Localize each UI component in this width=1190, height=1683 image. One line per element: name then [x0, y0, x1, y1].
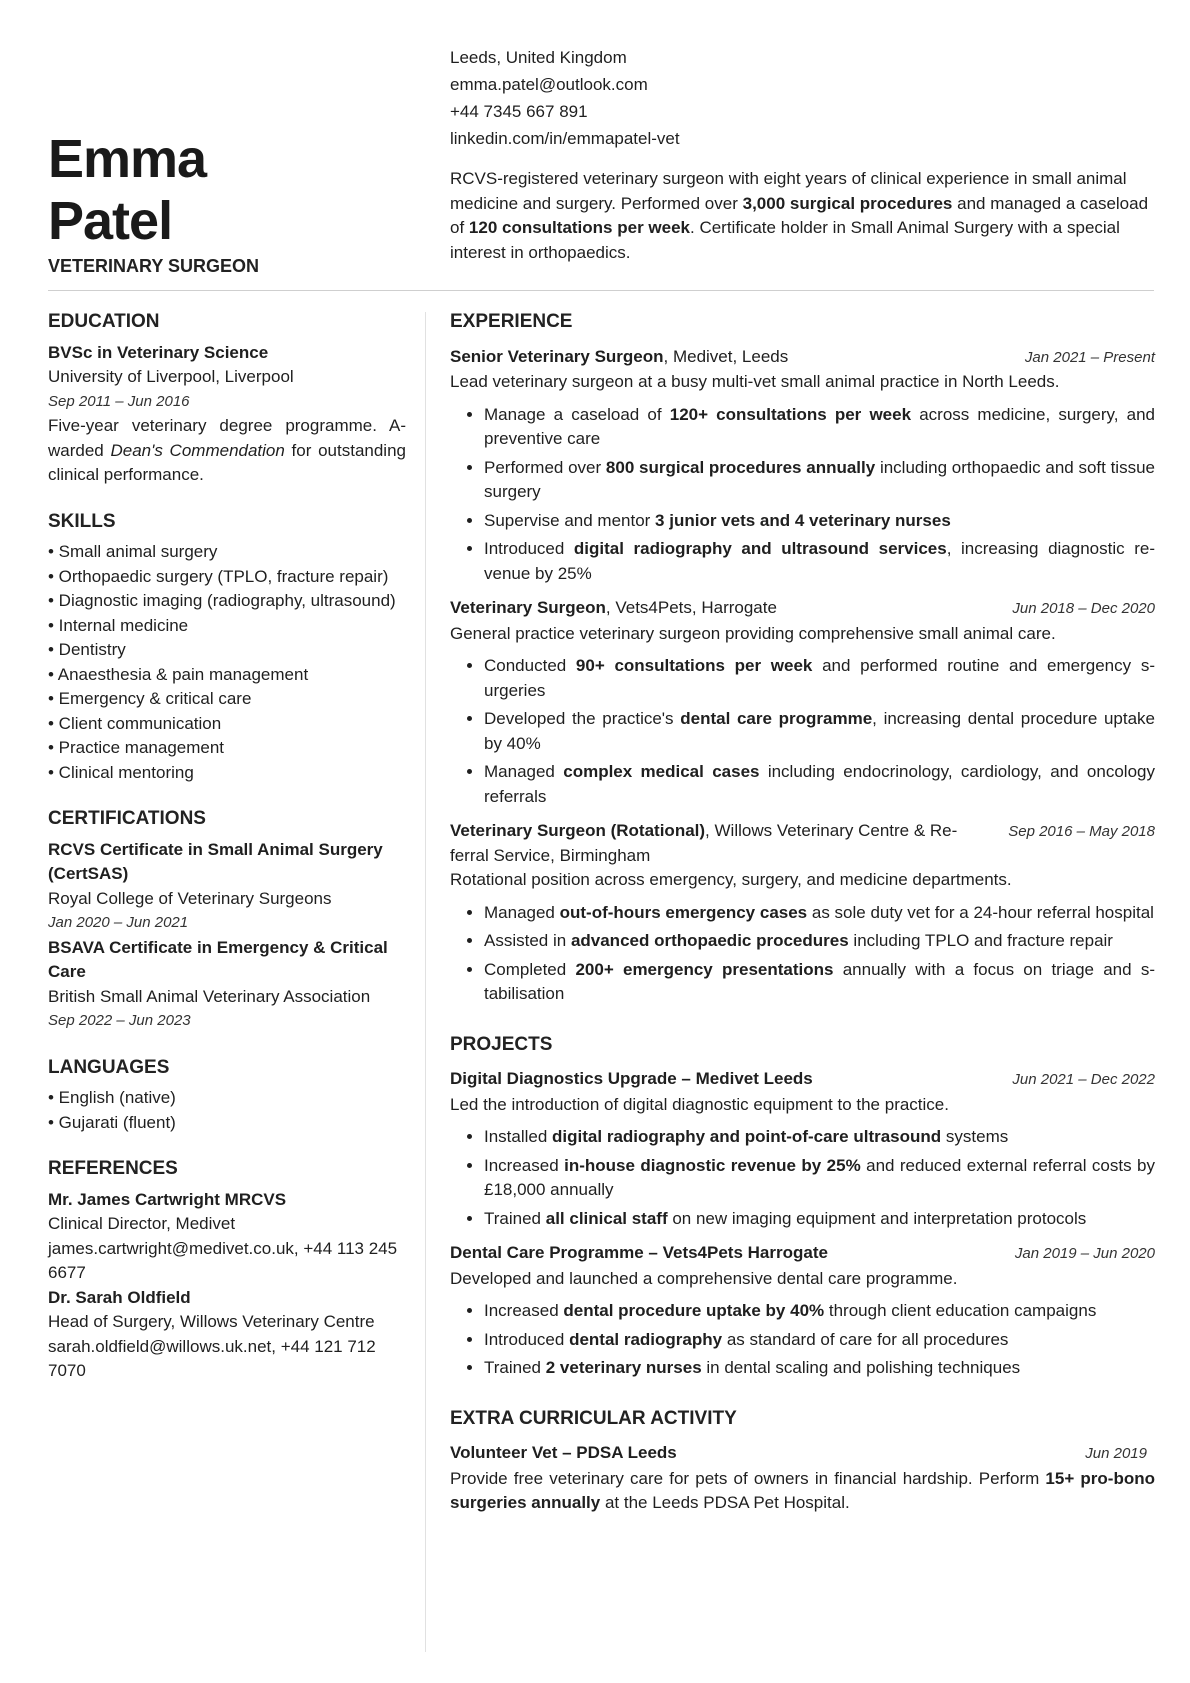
skill-item: • Anaesthesia & pain management	[48, 664, 309, 684]
bullet-highlight: digital radiography and ultrasound services	[573, 539, 947, 558]
first-name: Emma	[48, 129, 207, 189]
bullet-text: Manage a caseload of	[484, 404, 670, 424]
entry-role-line	[450, 819, 990, 868]
section-title: REFERENCES	[48, 1158, 178, 1179]
experience-entry	[450, 596, 1155, 809]
bullet-item	[484, 1328, 1155, 1353]
bullet-highlight: dental radiography	[569, 1329, 723, 1349]
bullet-highlight: in-house diagnostic revenue by 25%	[564, 1155, 861, 1175]
bullet-text: and reduced external referral costs by £18,000 annually	[484, 1155, 1155, 1199]
project-entry	[450, 1241, 1155, 1381]
name-block	[48, 128, 408, 277]
certification-org: British Small Animal Veterinary Association	[48, 986, 371, 1006]
bullet-text: Introduced	[484, 1329, 570, 1349]
section-title: EXTRA CURRICULAR ACTIVITY	[450, 1407, 737, 1429]
bullet-text: Increased	[484, 1155, 565, 1175]
education-section	[48, 310, 406, 488]
job-description: General practice veterinary surgeon providing comprehensive small animal care.	[450, 623, 1056, 643]
language-item: • English (native)	[48, 1088, 176, 1107]
bullet-text: Assisted in	[484, 931, 571, 950]
education-dates: Sep 2011 – Jun 2016	[48, 392, 190, 410]
reference-contact: sarah.oldfield@willows.uk.net, +44 121 712 7070	[48, 1336, 376, 1380]
bullet-text: Increased	[484, 1301, 564, 1320]
job-org: , Medivet, Leeds	[663, 346, 789, 366]
last-name: Patel	[48, 191, 173, 251]
bullet-text: Managed	[484, 902, 560, 922]
bullet-highlight: 3 junior vets and 4 veterinary nurses	[655, 510, 951, 530]
languages-section	[48, 1056, 406, 1136]
summary-text: . Certificate holder in Small Animal Surgery with a special interest in orthopaedics.	[450, 218, 1120, 262]
project-entry	[450, 1067, 1155, 1231]
bullet-text: on new imaging equipment and interpretation protocols	[667, 1208, 1087, 1228]
bullet-item	[484, 456, 1155, 505]
bullet-text: Completed	[484, 959, 576, 979]
bullet-highlight: out-of-hours emergency cases	[559, 902, 808, 922]
skill-item: • Practice management	[48, 738, 225, 757]
summary	[450, 167, 1155, 265]
bullet-highlight: complex medical cases	[563, 762, 760, 781]
job-description: Lead veterinary surgeon at a busy multi-vet small animal practice in North Leeds.	[450, 372, 1060, 391]
bullet-text: annually with a focus on triage and stabilisation	[484, 959, 1155, 1003]
entry-header	[450, 1441, 1155, 1467]
education-desc-text: Five-year veterinary degree programme. Awarded	[48, 416, 406, 460]
experience-entry	[450, 819, 1155, 1007]
job-bullets	[450, 654, 1155, 809]
section-title: CERTIFICATIONS	[48, 808, 206, 829]
project-dates: Jan 2019 – Jun 2020	[1014, 1245, 1155, 1262]
bullet-text: systems	[941, 1127, 1009, 1146]
bullet-text: including endocrinology, cardiology, and oncology referrals	[484, 762, 1155, 806]
header-divider	[48, 290, 1154, 291]
project-bullets	[450, 1125, 1155, 1231]
bullet-item	[484, 509, 1155, 534]
activity-description	[450, 1467, 1155, 1516]
bullet-text: including TPLO and fracture repair	[848, 931, 1113, 950]
bullet-highlight: 90+ consultations per week	[575, 656, 813, 675]
certification-org: Royal College of Veterinary Surgeons	[48, 888, 332, 908]
contact-location: Leeds, United Kingdom	[450, 48, 627, 67]
summary-highlight: 120 consultations per week	[468, 218, 690, 237]
experience-entry	[450, 345, 1155, 587]
bullet-highlight: all clinical staff	[545, 1208, 668, 1228]
education-description	[48, 414, 406, 488]
bullet-item	[484, 1356, 1155, 1381]
summary-text: RCVS-registered veterinary surgeon with eight years of clinical experience in small animal medicine and surgery. Performed over	[450, 169, 1127, 213]
entry-header	[450, 596, 1155, 622]
extracurricular-section	[450, 1407, 1155, 1516]
bullet-highlight: 800 surgical procedures annually	[605, 457, 876, 477]
project-dates: Jun 2021 – Dec 2022	[1012, 1071, 1155, 1088]
skill-item: • Emergency & critical care	[48, 689, 252, 708]
degree: BVSc in Veterinary Science	[48, 342, 269, 362]
experience-section	[450, 310, 1155, 1007]
reference-role: Clinical Director, Medivet	[48, 1214, 236, 1233]
bullet-text: Managed	[484, 762, 564, 781]
bullet-highlight: dental procedure uptake by 40%	[563, 1301, 825, 1320]
left-column	[48, 310, 406, 1406]
job-org: , Willows Veterinary Centre & Referral Service, Birmingham	[450, 821, 958, 865]
summary-highlight: 3,000 surgical procedures	[742, 193, 953, 213]
job-title: VETERINARY SURGEON	[48, 256, 260, 276]
bullet-text: , increasing diagnostic revenue by 25%	[484, 539, 1155, 583]
entry-header	[450, 345, 1155, 371]
contact-linkedin[interactable]: linkedin.com/in/emmapatel-vet	[450, 129, 680, 148]
contact-email[interactable]: emma.patel@outlook.com	[450, 75, 648, 94]
bullet-highlight: dental care programme	[680, 709, 873, 728]
projects-section	[450, 1033, 1155, 1381]
right-column	[450, 310, 1155, 1542]
bullet-text: as standard of care for all procedures	[722, 1329, 1009, 1349]
project-name: Digital Diagnostics Upgrade – Medivet Leeds	[450, 1069, 813, 1088]
entry-role-line	[450, 596, 777, 621]
bullet-item	[484, 760, 1155, 809]
skill-item: • Clinical mentoring	[48, 762, 194, 782]
skill-item: • Small animal surgery	[48, 542, 218, 561]
job-bullets	[450, 901, 1155, 1007]
section-title: LANGUAGES	[48, 1056, 170, 1078]
certification-dates: Jan 2020 – Jun 2021	[48, 914, 189, 931]
bullet-text: Trained	[484, 1208, 546, 1228]
job-dates: Jan 2021 – Present	[1024, 348, 1155, 366]
certification-dates: Sep 2022 – Jun 2023	[48, 1012, 191, 1029]
bullet-text: Performed over	[484, 457, 606, 477]
reference-contact: james.cartwright@medivet.co.uk, +44 113 245 6677	[48, 1238, 398, 1282]
education-honour: Dean's Commendation	[110, 440, 285, 460]
skill-item: • Client communication	[48, 713, 222, 733]
skill-item: • Diagnostic imaging (radiography, ultrasound)	[48, 591, 396, 610]
skill-item: • Dentistry	[48, 640, 126, 659]
activity-name: Volunteer Vet – PDSA Leeds	[450, 1443, 677, 1462]
bullet-item	[484, 901, 1155, 926]
entry-header	[450, 1067, 1155, 1093]
bullet-item	[484, 403, 1155, 452]
bullet-text: in dental scaling and polishing techniques	[701, 1358, 1021, 1377]
school: University of Liverpool, Liverpool	[48, 367, 294, 386]
bullet-text: Installed	[484, 1127, 553, 1146]
certification-name: BSAVA Certificate in Emergency & Critical Care	[48, 937, 388, 981]
section-title: EDUCATION	[48, 311, 160, 332]
certifications-section	[48, 807, 406, 1034]
job-description: Rotational position across emergency, surgery, and medicine departments.	[450, 870, 1012, 889]
references-section	[48, 1157, 406, 1384]
reference-name: Dr. Sarah Oldfield	[48, 1287, 191, 1307]
job-dates: Jun 2018 – Dec 2020	[1012, 600, 1155, 617]
entry-role-line	[450, 345, 788, 370]
bullet-item	[484, 707, 1155, 756]
bullet-text: as sole duty vet for a 24-hour referral hospital	[807, 902, 1154, 922]
bullet-highlight: 2 veterinary nurses	[545, 1358, 702, 1377]
job-role: Veterinary Surgeon	[450, 598, 606, 617]
reference-name: Mr. James Cartwright MRCVS	[48, 1189, 287, 1209]
bullet-text: including orthopaedic and soft tissue surgery	[484, 457, 1155, 501]
project-description: Led the introduction of digital diagnostic equipment to the practice.	[450, 1094, 949, 1114]
entry-header	[450, 1241, 1155, 1267]
bullet-text: through client education campaigns	[824, 1301, 1097, 1320]
job-bullets	[450, 403, 1155, 587]
bullet-highlight: 120+ consultations per week	[669, 404, 912, 424]
bullet-text: across medicine, surgery, and preventive care	[484, 404, 1155, 448]
job-role: Veterinary Surgeon (Rotational)	[450, 821, 706, 840]
project-description: Developed and launched a comprehensive dental care programme.	[450, 1268, 958, 1288]
bullet-text: and performed routine and emergency surgeries	[484, 656, 1155, 700]
bullet-text: Introduced	[484, 539, 574, 558]
job-org: , Vets4Pets, Harrogate	[605, 598, 777, 617]
bullet-item	[484, 1207, 1155, 1232]
bullet-item	[484, 1154, 1155, 1203]
skill-item: • Internal medicine	[48, 615, 189, 635]
language-item: • Gujarati (fluent)	[48, 1112, 176, 1132]
activity-dates: Jun 2019	[1085, 1445, 1147, 1462]
bullet-item	[484, 1125, 1155, 1150]
column-divider	[425, 312, 426, 1652]
job-dates: Sep 2016 – May 2018	[1008, 823, 1155, 840]
activity-text: Provide free veterinary care for pets of owners in financial hardship. Perform	[450, 1468, 1046, 1488]
contact-block	[450, 44, 1150, 152]
bullet-text: , increasing dental procedure uptake by 40%	[484, 709, 1156, 753]
certification-name: RCVS Certificate in Small Animal Surgery (CertSAS)	[48, 839, 383, 883]
job-role: Senior Veterinary Surgeon	[450, 346, 664, 366]
bullet-item	[484, 1299, 1155, 1324]
bullet-item	[484, 958, 1155, 1007]
section-title: EXPERIENCE	[450, 311, 573, 332]
bullet-text: Developed the practice's	[484, 709, 681, 728]
contact-phone[interactable]: +44 7345 667 891	[450, 102, 588, 121]
skill-item: • Orthopaedic surgery (TPLO, fracture repair)	[48, 566, 389, 586]
bullet-text: Trained	[484, 1358, 546, 1377]
education-desc-text: for outstanding clinical performance.	[48, 440, 406, 484]
bullet-item	[484, 537, 1155, 586]
entry-header	[450, 819, 1155, 868]
activity-highlight: 15+ pro-bono surgeries annually	[450, 1468, 1155, 1512]
bullet-highlight: 200+ emergency presentations	[575, 959, 834, 979]
bullet-highlight: digital radiography and point-of-care ultrasound	[552, 1127, 942, 1146]
bullet-item	[484, 654, 1155, 703]
bullet-text: Supervise and mentor	[484, 510, 656, 530]
skills-section	[48, 510, 406, 786]
project-bullets	[450, 1299, 1155, 1381]
section-title: SKILLS	[48, 510, 116, 532]
activity-text: at the Leeds PDSA Pet Hospital.	[600, 1493, 850, 1512]
project-name: Dental Care Programme – Vets4Pets Harrogate	[450, 1243, 828, 1262]
bullet-item	[484, 929, 1155, 954]
bullet-text: Conducted	[484, 656, 576, 675]
reference-role: Head of Surgery, Willows Veterinary Centre	[48, 1312, 375, 1331]
summary-text: and managed a caseload of	[450, 193, 1149, 237]
bullet-highlight: advanced orthopaedic procedures	[570, 931, 849, 950]
section-title: PROJECTS	[450, 1033, 553, 1055]
